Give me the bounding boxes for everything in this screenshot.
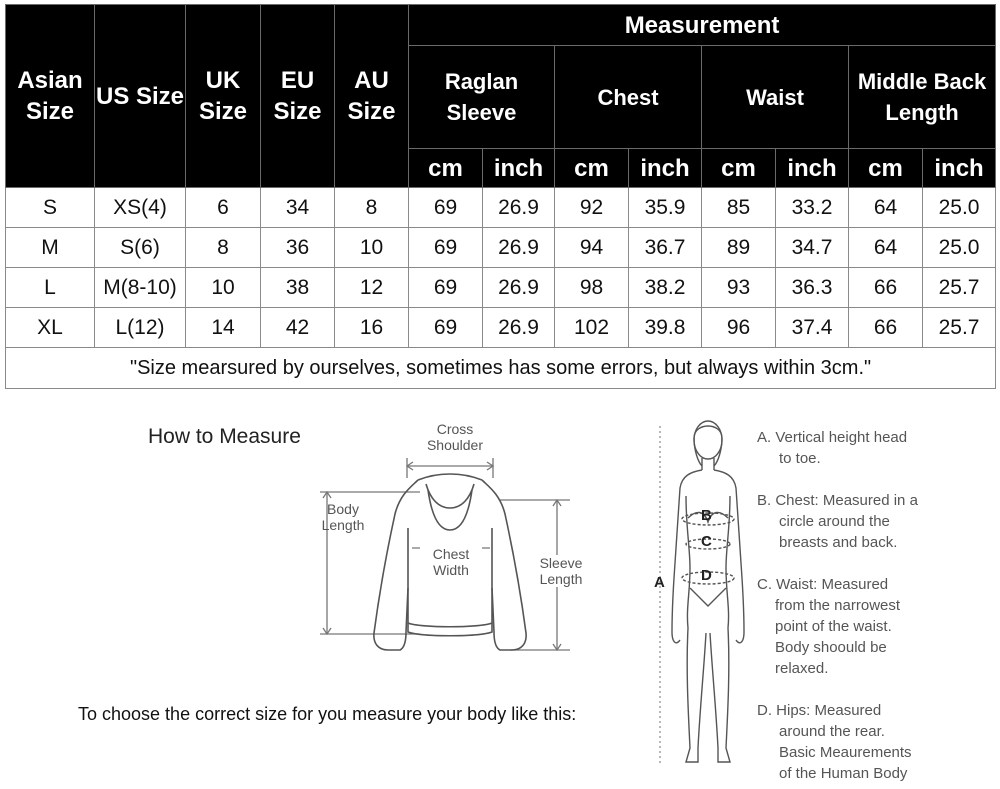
header-us-size: US Size: [95, 5, 186, 188]
measurement-note: "Size mearsured by ourselves, sometimes has some errors, but always within 3cm.": [6, 348, 996, 389]
table-cell: 64: [849, 228, 923, 268]
table-cell: 69: [409, 228, 483, 268]
table-cell: 10: [335, 228, 409, 268]
unit-cm: cm: [409, 149, 483, 188]
table-cell: 89: [702, 228, 776, 268]
table-cell: 34: [261, 188, 335, 228]
table-cell: 12: [335, 268, 409, 308]
table-cell: XS(4): [95, 188, 186, 228]
table-row: [6, 228, 996, 268]
table-cell: 25.7: [923, 268, 996, 308]
unit-cm: cm: [849, 149, 923, 188]
table-cell: S(6): [95, 228, 186, 268]
unit-cm: cm: [555, 149, 629, 188]
table-cell: 66: [849, 308, 923, 348]
table-cell: 64: [849, 188, 923, 228]
table-cell: 34.7: [776, 228, 849, 268]
header-chest: Chest: [555, 46, 702, 149]
table-cell: 26.9: [483, 228, 555, 268]
table-cell: 38: [261, 268, 335, 308]
table-cell: 69: [409, 308, 483, 348]
size-chart-table: [5, 4, 996, 389]
choose-size-instruction: To choose the correct size for you measure your body like this:: [78, 704, 577, 724]
marker-a: A: [654, 574, 665, 591]
chest-width-label: Chest Width: [420, 546, 482, 578]
header-middle-back-length: Middle Back Length: [849, 46, 996, 149]
table-cell: L(12): [95, 308, 186, 348]
cross-shoulder-label: Cross Shoulder: [426, 421, 484, 453]
table-cell: 85: [702, 188, 776, 228]
unit-inch: inch: [483, 149, 555, 188]
table-cell: 36: [261, 228, 335, 268]
table-cell: 35.9: [629, 188, 702, 228]
sweater-diagram: [300, 418, 600, 663]
table-cell: M: [6, 228, 95, 268]
unit-inch: inch: [629, 149, 702, 188]
table-row: [6, 308, 996, 348]
table-cell: 66: [849, 268, 923, 308]
table-cell: 14: [186, 308, 261, 348]
table-cell: 26.9: [483, 268, 555, 308]
header-asian-size: Asian Size: [6, 5, 95, 188]
header-eu-size: EU Size: [261, 5, 335, 188]
table-cell: 39.8: [629, 308, 702, 348]
description-a: A. Vertical height head to toe.: [757, 429, 908, 467]
table-cell: 8: [186, 228, 261, 268]
table-cell: 98: [555, 268, 629, 308]
table-cell: 36.3: [776, 268, 849, 308]
human-body-diagram: [640, 418, 750, 773]
description-b: B. Chest: Measured in a circle around the breasts and back.: [757, 492, 918, 551]
header-uk-size: UK Size: [186, 5, 261, 188]
how-to-measure-title: How to Measure: [148, 425, 301, 448]
body-length-label: Body Length: [321, 501, 365, 533]
sleeve-length-label: Sleeve Length: [530, 555, 592, 587]
table-cell: 26.9: [483, 308, 555, 348]
note-row: [6, 348, 996, 389]
table-cell: 102: [555, 308, 629, 348]
table-cell: 69: [409, 188, 483, 228]
table-cell: M(8-10): [95, 268, 186, 308]
table-cell: 25.0: [923, 188, 996, 228]
marker-b: B: [701, 507, 712, 524]
table-cell: 6: [186, 188, 261, 228]
table-row: [6, 188, 996, 228]
table-cell: 93: [702, 268, 776, 308]
table-cell: 26.9: [483, 188, 555, 228]
header-au-size: AU Size: [335, 5, 409, 188]
table-cell: 36.7: [629, 228, 702, 268]
table-cell: 38.2: [629, 268, 702, 308]
header-raglan-sleeve: Raglan Sleeve: [409, 46, 555, 149]
header-measurement: Measurement: [409, 5, 996, 46]
table-cell: 25.0: [923, 228, 996, 268]
description-d: D. Hips: Measured around the rear. Basic Meaurements of the Human Body: [757, 702, 912, 782]
table-cell: 94: [555, 228, 629, 268]
table-cell: 92: [555, 188, 629, 228]
unit-inch: inch: [776, 149, 849, 188]
table-cell: 42: [261, 308, 335, 348]
table-cell: S: [6, 188, 95, 228]
table-cell: 96: [702, 308, 776, 348]
table-cell: 8: [335, 188, 409, 228]
description-c: C. Waist: Measured from the narrowest point of the waist. Body shoould be relaxed.: [757, 576, 901, 677]
marker-d: D: [701, 567, 712, 584]
table-cell: 37.4: [776, 308, 849, 348]
table-cell: L: [6, 268, 95, 308]
table-cell: 25.7: [923, 308, 996, 348]
table-row: [6, 268, 996, 308]
table-cell: 10: [186, 268, 261, 308]
table-cell: 69: [409, 268, 483, 308]
table-cell: 33.2: [776, 188, 849, 228]
header-waist: Waist: [702, 46, 849, 149]
unit-cm: cm: [702, 149, 776, 188]
unit-inch: inch: [923, 149, 996, 188]
marker-c: C: [701, 533, 712, 550]
table-cell: 16: [335, 308, 409, 348]
table-cell: XL: [6, 308, 95, 348]
